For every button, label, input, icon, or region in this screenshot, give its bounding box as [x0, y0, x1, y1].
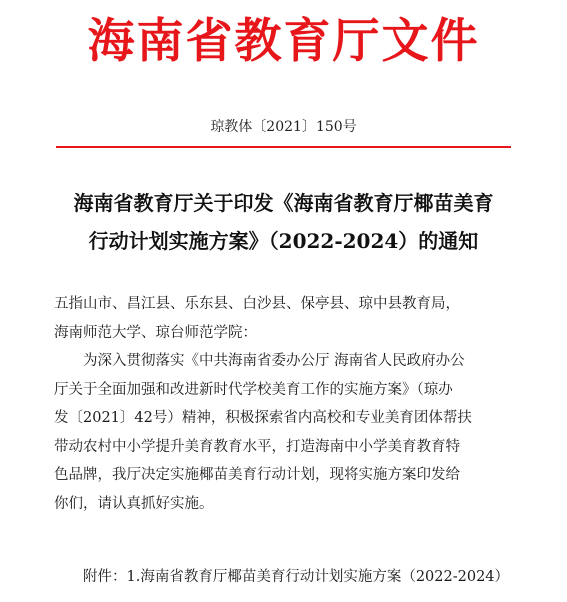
addressee-line-1: 五指山市、昌江县、乐东县、白沙县、保亭县、琼中县教育局，: [54, 296, 460, 312]
body-paragraph-line-6: 你们，请认真抓好实施。: [54, 495, 214, 512]
notice-title: [30, 184, 537, 260]
body-paragraph-line-1: 为深入贯彻落实《中共海南省委办公厅 海南省人民政府办公: [83, 353, 465, 369]
attachment-line: 附件：1.海南省教育厅椰苗美育行动计划实施方案（2022-2024）: [83, 569, 510, 585]
notice-title-line-1: 海南省教育厅关于印发《海南省教育厅椰苗美育: [73, 191, 494, 215]
document-header-title: 海南省教育厅文件: [87, 14, 480, 69]
body-paragraph-line-5: 色品牌，我厅决定实施椰苗美育行动计划，现将实施方案印发给: [54, 467, 460, 483]
header-divider: [56, 146, 511, 148]
document-number: 琼教体〔2021〕150号: [210, 119, 357, 135]
body-paragraph-line-2: 厅关于全面加强和改进新时代学校美育工作的实施方案》（琼办: [54, 381, 453, 398]
body-paragraph-line-4: 带动农村中小学提升美育教育水平，打造海南中小学美育教育特: [54, 438, 460, 455]
notice-title-line-2: 行动计划实施方案》（2022-2024）的通知: [88, 229, 479, 253]
body-paragraph-line-3: 发〔2021〕42号）精神，积极探索省内高校和专业美育团体帮扶: [54, 410, 472, 426]
addressee-line-2: 海南师范大学、琼台师范学院：: [54, 324, 257, 341]
notice-body: [54, 290, 516, 518]
